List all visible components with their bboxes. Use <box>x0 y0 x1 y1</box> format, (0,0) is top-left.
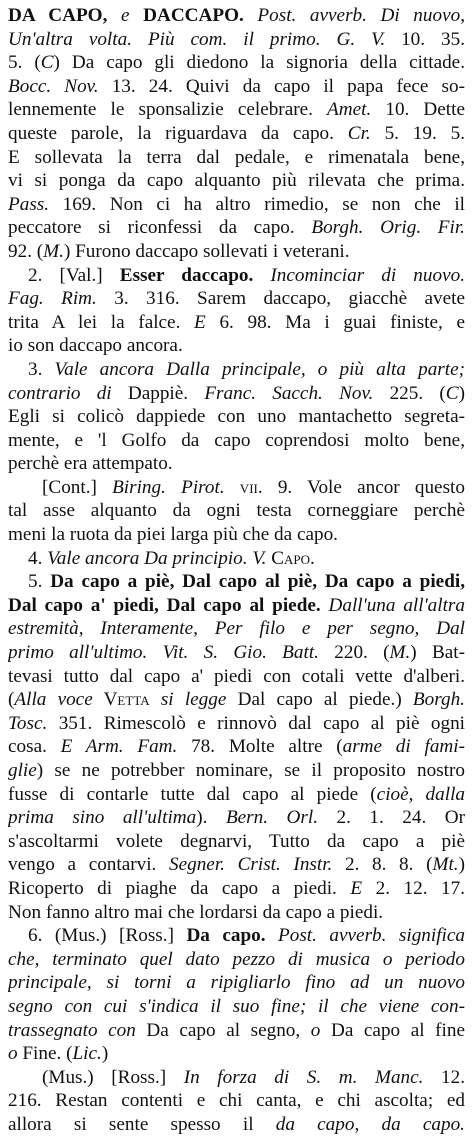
text-segment: ) Bat- <box>410 642 465 664</box>
text-segment: cosa. <box>8 736 61 758</box>
text-line <box>8 1019 465 1043</box>
text-line <box>8 382 465 406</box>
text-segment: 216. Restan contenti e chi canta, e chi ascolta; ed <box>8 1090 465 1112</box>
text-segment: lennemente le sponsalizie celebrare. <box>8 99 328 121</box>
text-segment: tevasi tutto dal capo a' piedi con cotali vette d'alberi. <box>8 665 465 687</box>
text-segment: (Mus.) [Ross.] <box>42 1066 184 1088</box>
text-segment: 4. <box>28 547 48 569</box>
text-line <box>8 311 465 335</box>
text-segment: Franc. Sacch. Nov. <box>204 382 374 404</box>
text-line <box>8 853 465 877</box>
text-line <box>8 901 465 925</box>
text-segment: allora si sente spesso il <box>8 1113 276 1135</box>
text-segment: 5. <box>28 571 51 593</box>
text-line <box>8 641 465 665</box>
text-segment: Egli si colicò dappiede con uno mantachetto segreta- <box>8 406 465 428</box>
text-segment: DA CAPO, <box>8 5 108 26</box>
text-segment: principale, si torni a ripigliarlo fino ad un nuovo <box>8 972 465 994</box>
text-line <box>8 476 465 500</box>
text-segment: C <box>445 382 459 404</box>
text-segment: M. <box>43 240 64 262</box>
text-segment: s'ascoltarmi volete degnarvi, Tutto da capo a piè <box>8 830 465 852</box>
text-line <box>8 1042 465 1066</box>
text-segment: trassegnato con <box>8 1019 136 1041</box>
text-line <box>8 594 465 618</box>
text-line <box>8 1066 465 1090</box>
text-segment: segno con cui s'indica il suo fine; il che viene con- <box>8 995 465 1017</box>
text-line <box>8 1113 465 1137</box>
text-segment: vengo a contarvi. <box>8 854 169 876</box>
text-segment: Tosc. <box>8 712 48 734</box>
text-segment: Un'altra volta. Più com. il primo. G. V. <box>8 28 386 50</box>
text-segment: Bocc. Nov. <box>8 75 99 97</box>
text-line <box>8 547 465 571</box>
text-segment: Post. avverb. Di nuovo, <box>243 5 465 26</box>
text-segment: Amet. <box>327 99 372 121</box>
text-segment: 92. ( <box>8 240 44 262</box>
text-line <box>8 499 465 523</box>
text-segment: E <box>350 877 363 899</box>
text-segment: 6. (Mus.) [Ross.] <box>28 925 187 947</box>
text-segment: 3. <box>28 358 55 380</box>
text-segment: e <box>107 5 144 26</box>
text-line <box>8 877 465 901</box>
text-segment: 351. Rimescolò e rinnovò dal capo al piè ogni <box>47 712 465 734</box>
text-line <box>8 735 465 759</box>
text-line <box>8 759 465 783</box>
text-segment: In forza di S. m. Manc. <box>183 1066 424 1088</box>
text-line <box>8 358 465 382</box>
text-segment: Vale ancora Da principio. V. <box>47 547 267 569</box>
text-segment: Bern. Orl. <box>225 807 318 829</box>
text-line <box>8 924 465 948</box>
text-segment: io son daccapo ancora. <box>8 335 183 357</box>
text-segment: E <box>194 311 206 333</box>
text-line <box>8 523 465 547</box>
text-segment: Alla voce <box>14 689 93 711</box>
text-segment: 2. 8. 8. ( <box>332 854 433 876</box>
text-segment: 5. ( <box>8 52 41 74</box>
text-segment: E sollevata la terra dal pedale, e rimenatala bene, <box>8 146 465 168</box>
text-segment: 225. ( <box>373 382 446 404</box>
text-segment: estremità, Interamente, Per filo e per segno, Dal <box>8 618 465 640</box>
text-segment: 13. 24. Quivi da capo il papa fece so- <box>98 75 465 97</box>
text-line <box>8 216 465 240</box>
text-segment: perchè era attempato. <box>8 453 173 475</box>
text-segment: ) <box>458 854 465 876</box>
text-line <box>8 995 465 1019</box>
text-line <box>8 146 465 170</box>
text-line <box>8 4 465 28</box>
text-segment: Da capo. <box>186 925 266 947</box>
text-segment: Cr. <box>347 122 371 144</box>
text-segment: Da capo al fine <box>320 1019 465 1041</box>
text-segment: Dal capo al piede.) <box>226 689 413 711</box>
text-segment: o <box>8 1043 18 1065</box>
text-segment: DACCAPO. <box>143 5 244 26</box>
text-segment: vi si ponga da capo alquanto più rilevata che prima. <box>8 170 465 192</box>
text-segment: fusse di contarle tutte dal capo al piede ( <box>8 783 377 805</box>
dictionary-entry-da-capo <box>8 4 465 1137</box>
text-segment: ). <box>196 807 226 829</box>
text-segment: 220. ( <box>318 642 390 664</box>
text-segment: 2. 12. 17. <box>362 877 465 899</box>
text-segment: Dappiè. <box>111 382 205 404</box>
text-segment: Biring. Pirot. <box>112 476 225 498</box>
text-segment: , <box>354 1113 382 1135</box>
text-line <box>8 75 465 99</box>
text-line <box>8 948 465 972</box>
text-line <box>8 169 465 193</box>
text-segment: 169. Non ci ha altro rimedio, se non che il <box>49 193 465 215</box>
text-segment: Fag. Rim. <box>8 288 97 310</box>
text-segment: ( <box>8 689 15 711</box>
text-segment: Fine. ( <box>17 1043 73 1065</box>
text-segment: Dall'una all'altra <box>320 594 465 616</box>
text-line <box>8 98 465 122</box>
text-segment: ) se ne potrebber nominare, se il proposito nostro <box>36 760 465 781</box>
text-segment: 2. 1. 24. Or <box>318 807 465 829</box>
text-segment: trita A lei la falce. <box>8 311 195 333</box>
text-line <box>8 971 465 995</box>
text-segment: Mt. <box>432 854 459 876</box>
text-line <box>8 830 465 854</box>
text-segment: Incominciar di nuovo. <box>253 264 465 286</box>
text-segment: Borgh. Orig. Fir. <box>311 217 465 239</box>
text-line <box>8 688 465 712</box>
text-segment: ) Furono daccapo sollevati i veterani. <box>63 240 350 262</box>
text-segment: glie <box>8 760 37 781</box>
text-segment: 10. Dette <box>371 99 465 121</box>
text-line <box>8 712 465 736</box>
text-line <box>8 334 465 358</box>
text-line <box>8 51 465 75</box>
text-line <box>8 783 465 807</box>
text-segment: Post. avverb. significa <box>265 925 465 947</box>
text-segment: Non fanno altro mai che lordarsi da capo a piedi. <box>8 901 384 923</box>
text-line <box>8 193 465 217</box>
text-segment: Capo. <box>266 547 315 569</box>
text-segment: ) Da capo gli diedono la signoria della cittade. <box>53 52 465 74</box>
text-segment: cioè, dalla <box>376 783 465 805</box>
text-segment: 12. <box>423 1066 465 1088</box>
text-segment: C <box>40 52 54 74</box>
text-segment: meni la ruota da piei larga più che da capo. <box>8 524 338 546</box>
text-segment: da capo. <box>381 1113 465 1135</box>
text-segment: 5. 19. 5. <box>370 122 465 144</box>
text-segment: Da capo a piè, Dal capo al piè, Da capo a piedi, <box>50 571 465 593</box>
text-line <box>8 264 465 288</box>
text-segment: 3. 316. Sarem daccapo, giacchè avete <box>96 288 465 310</box>
text-segment: queste parole, la riguardava da capo. <box>8 122 348 144</box>
text-segment: contrario di <box>8 382 112 404</box>
text-segment: Da capo al segno, <box>135 1019 311 1041</box>
text-segment: Vale ancora Dalla principale, o più alta parte; <box>54 358 465 380</box>
text-line <box>8 570 465 594</box>
text-line <box>8 405 465 429</box>
text-line <box>8 665 465 689</box>
text-segment: ) <box>101 1043 109 1065</box>
text-segment: M. <box>389 642 411 664</box>
text-line <box>8 452 465 476</box>
text-segment: 9. Vole ancor questo <box>262 476 465 498</box>
text-line <box>8 617 465 641</box>
text-line <box>8 240 465 264</box>
text-segment: o <box>310 1019 321 1041</box>
text-segment: Dal capo a' piedi, Dal capo al piede. <box>8 594 321 616</box>
text-segment: E Arm. Fam. <box>60 736 178 758</box>
text-segment: 10. 35. <box>385 28 465 50</box>
text-segment: Pass. <box>8 193 50 215</box>
text-segment: mente, e 'l Golfo da capo coprendosi molto bene, <box>8 429 465 451</box>
text-segment: Vetta <box>92 689 150 711</box>
text-segment: 2. [Val.] <box>28 264 120 286</box>
text-line <box>8 806 465 830</box>
text-segment: 78. Molte altre ( <box>177 736 343 758</box>
text-segment: peccatore si riconfessi da capo. <box>8 217 312 239</box>
text-line <box>8 28 465 52</box>
text-segment: Esser daccapo. <box>119 264 254 286</box>
text-segment: da capo <box>275 1113 355 1135</box>
text-segment: vii. <box>224 476 263 498</box>
text-segment: Lic. <box>72 1043 102 1065</box>
text-segment: 6. 98. Ma i guai finiste, e <box>205 311 465 333</box>
text-segment: [Cont.] <box>42 476 113 498</box>
text-segment: primo all'ultimo. Vit. S. Gio. Batt. <box>8 642 319 664</box>
text-segment: tal asse alquanto da ogni testa corneggiare perchè <box>8 500 465 522</box>
text-segment: si legge <box>149 689 227 711</box>
text-segment: ) <box>458 382 465 404</box>
text-line <box>8 287 465 311</box>
text-segment: arme di fami- <box>342 736 465 758</box>
text-segment: Segner. Crist. Instr. <box>169 854 333 876</box>
text-segment: Borgh. <box>412 689 465 711</box>
text-line <box>8 429 465 453</box>
text-segment: prima sino all'ultima <box>8 807 197 829</box>
text-line <box>8 122 465 146</box>
text-segment: che, terminato quel dato pezzo di musica o periodo <box>8 948 465 970</box>
text-segment: Ricoperto di piaghe da capo a piedi. <box>8 877 351 899</box>
text-line <box>8 1089 465 1113</box>
